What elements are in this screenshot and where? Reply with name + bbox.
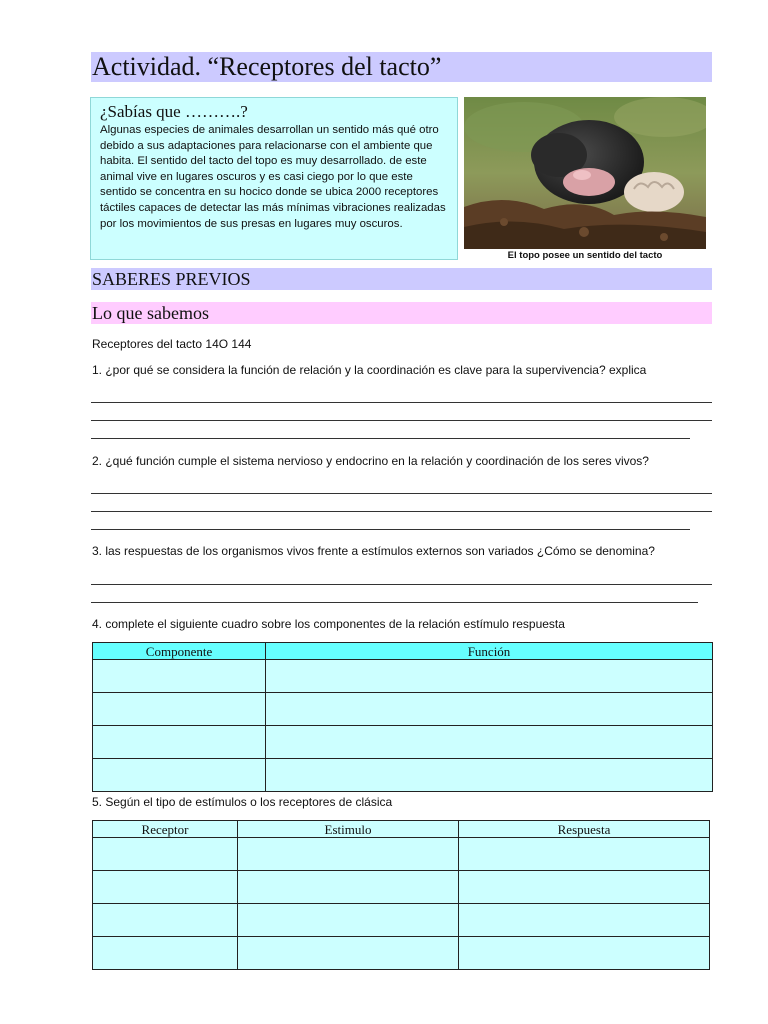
table-cell[interactable] — [238, 838, 459, 871]
answer-line[interactable] — [91, 402, 712, 403]
table-header-funcion: Función — [266, 643, 713, 660]
table-cell[interactable] — [238, 937, 459, 970]
table-row — [93, 871, 710, 904]
answer-line[interactable] — [91, 602, 698, 603]
table-cell[interactable] — [93, 759, 266, 792]
table-cell[interactable] — [238, 871, 459, 904]
reference-pages: Receptores del tacto 14O 144 — [92, 337, 252, 351]
table-cell[interactable] — [266, 726, 713, 759]
answer-line[interactable] — [91, 529, 690, 530]
component-function-table — [92, 642, 713, 792]
table-row — [93, 726, 713, 759]
receptor-stimulus-table — [92, 820, 710, 970]
answer-line[interactable] — [91, 511, 712, 512]
table-cell[interactable] — [93, 871, 238, 904]
question-5: 5. Según el tipo de estímulos o los receptores de clásica — [92, 795, 393, 809]
answer-line[interactable] — [91, 493, 712, 494]
photo-caption: El topo posee un sentido del tacto — [507, 250, 663, 261]
table-cell[interactable] — [93, 838, 238, 871]
table-cell[interactable] — [93, 660, 266, 693]
table-cell[interactable] — [459, 871, 710, 904]
table-header-respuesta: Respuesta — [459, 821, 710, 838]
mole-photo — [464, 97, 706, 249]
did-you-know-heading: ¿Sabías que ……….? — [100, 102, 248, 121]
table-cell[interactable] — [93, 904, 238, 937]
answer-line[interactable] — [91, 438, 690, 439]
table-row — [93, 759, 713, 792]
section-lo-que-sabemos: Lo que sabemos — [91, 302, 712, 324]
question-1: 1. ¿por qué se considera la función de relación y la coordinación es clave para la supervivencia? explica — [92, 363, 647, 377]
page-title: Actividad. “Receptores del tacto” — [91, 52, 712, 82]
section-saberes-previos: SABERES PREVIOS — [91, 268, 712, 290]
table-cell[interactable] — [459, 937, 710, 970]
answer-line[interactable] — [91, 584, 712, 585]
table-header-estimulo: Estimulo — [238, 821, 459, 838]
table-row — [93, 838, 710, 871]
table-row — [93, 937, 710, 970]
table-cell[interactable] — [238, 904, 459, 937]
table-row — [93, 660, 713, 693]
answer-line[interactable] — [91, 420, 712, 421]
table-header-receptor: Receptor — [93, 821, 238, 838]
table-cell[interactable] — [93, 693, 266, 726]
table-cell[interactable] — [93, 726, 266, 759]
table-cell[interactable] — [266, 660, 713, 693]
table-cell[interactable] — [93, 937, 238, 970]
question-4: 4. complete el siguiente cuadro sobre los componentes de la relación estímulo respuesta — [92, 617, 565, 631]
question-3: 3. las respuestas de los organismos vivos frente a estímulos externos son variados ¿Cómo se denomina? — [92, 544, 655, 558]
table-row — [93, 693, 713, 726]
table-cell[interactable] — [266, 693, 713, 726]
table-cell[interactable] — [459, 904, 710, 937]
did-you-know-box — [90, 97, 458, 260]
did-you-know-text: Algunas especies de animales desarrollan un sentido más qué otro debido a sus adaptaciones para relacionarse con el ambiente que habita. El sentido del tacto del topo es muy desarrollado. de este animal vive en lugares oscuros y es casi ciego por lo que este sentido se concentra en su hocico donde se ubica 2000 receptores táctiles capaces de detectar las más mínimas vibraciones realizadas por los movimientos de sus presas en lugares muy oscuros. — [100, 124, 446, 230]
table-cell[interactable] — [459, 838, 710, 871]
table-row — [93, 904, 710, 937]
question-2: 2. ¿qué función cumple el sistema nervioso y endocrino en la relación y coordinación de los seres vivos? — [92, 454, 649, 468]
table-header-componente: Componente — [93, 643, 266, 660]
table-cell[interactable] — [266, 759, 713, 792]
